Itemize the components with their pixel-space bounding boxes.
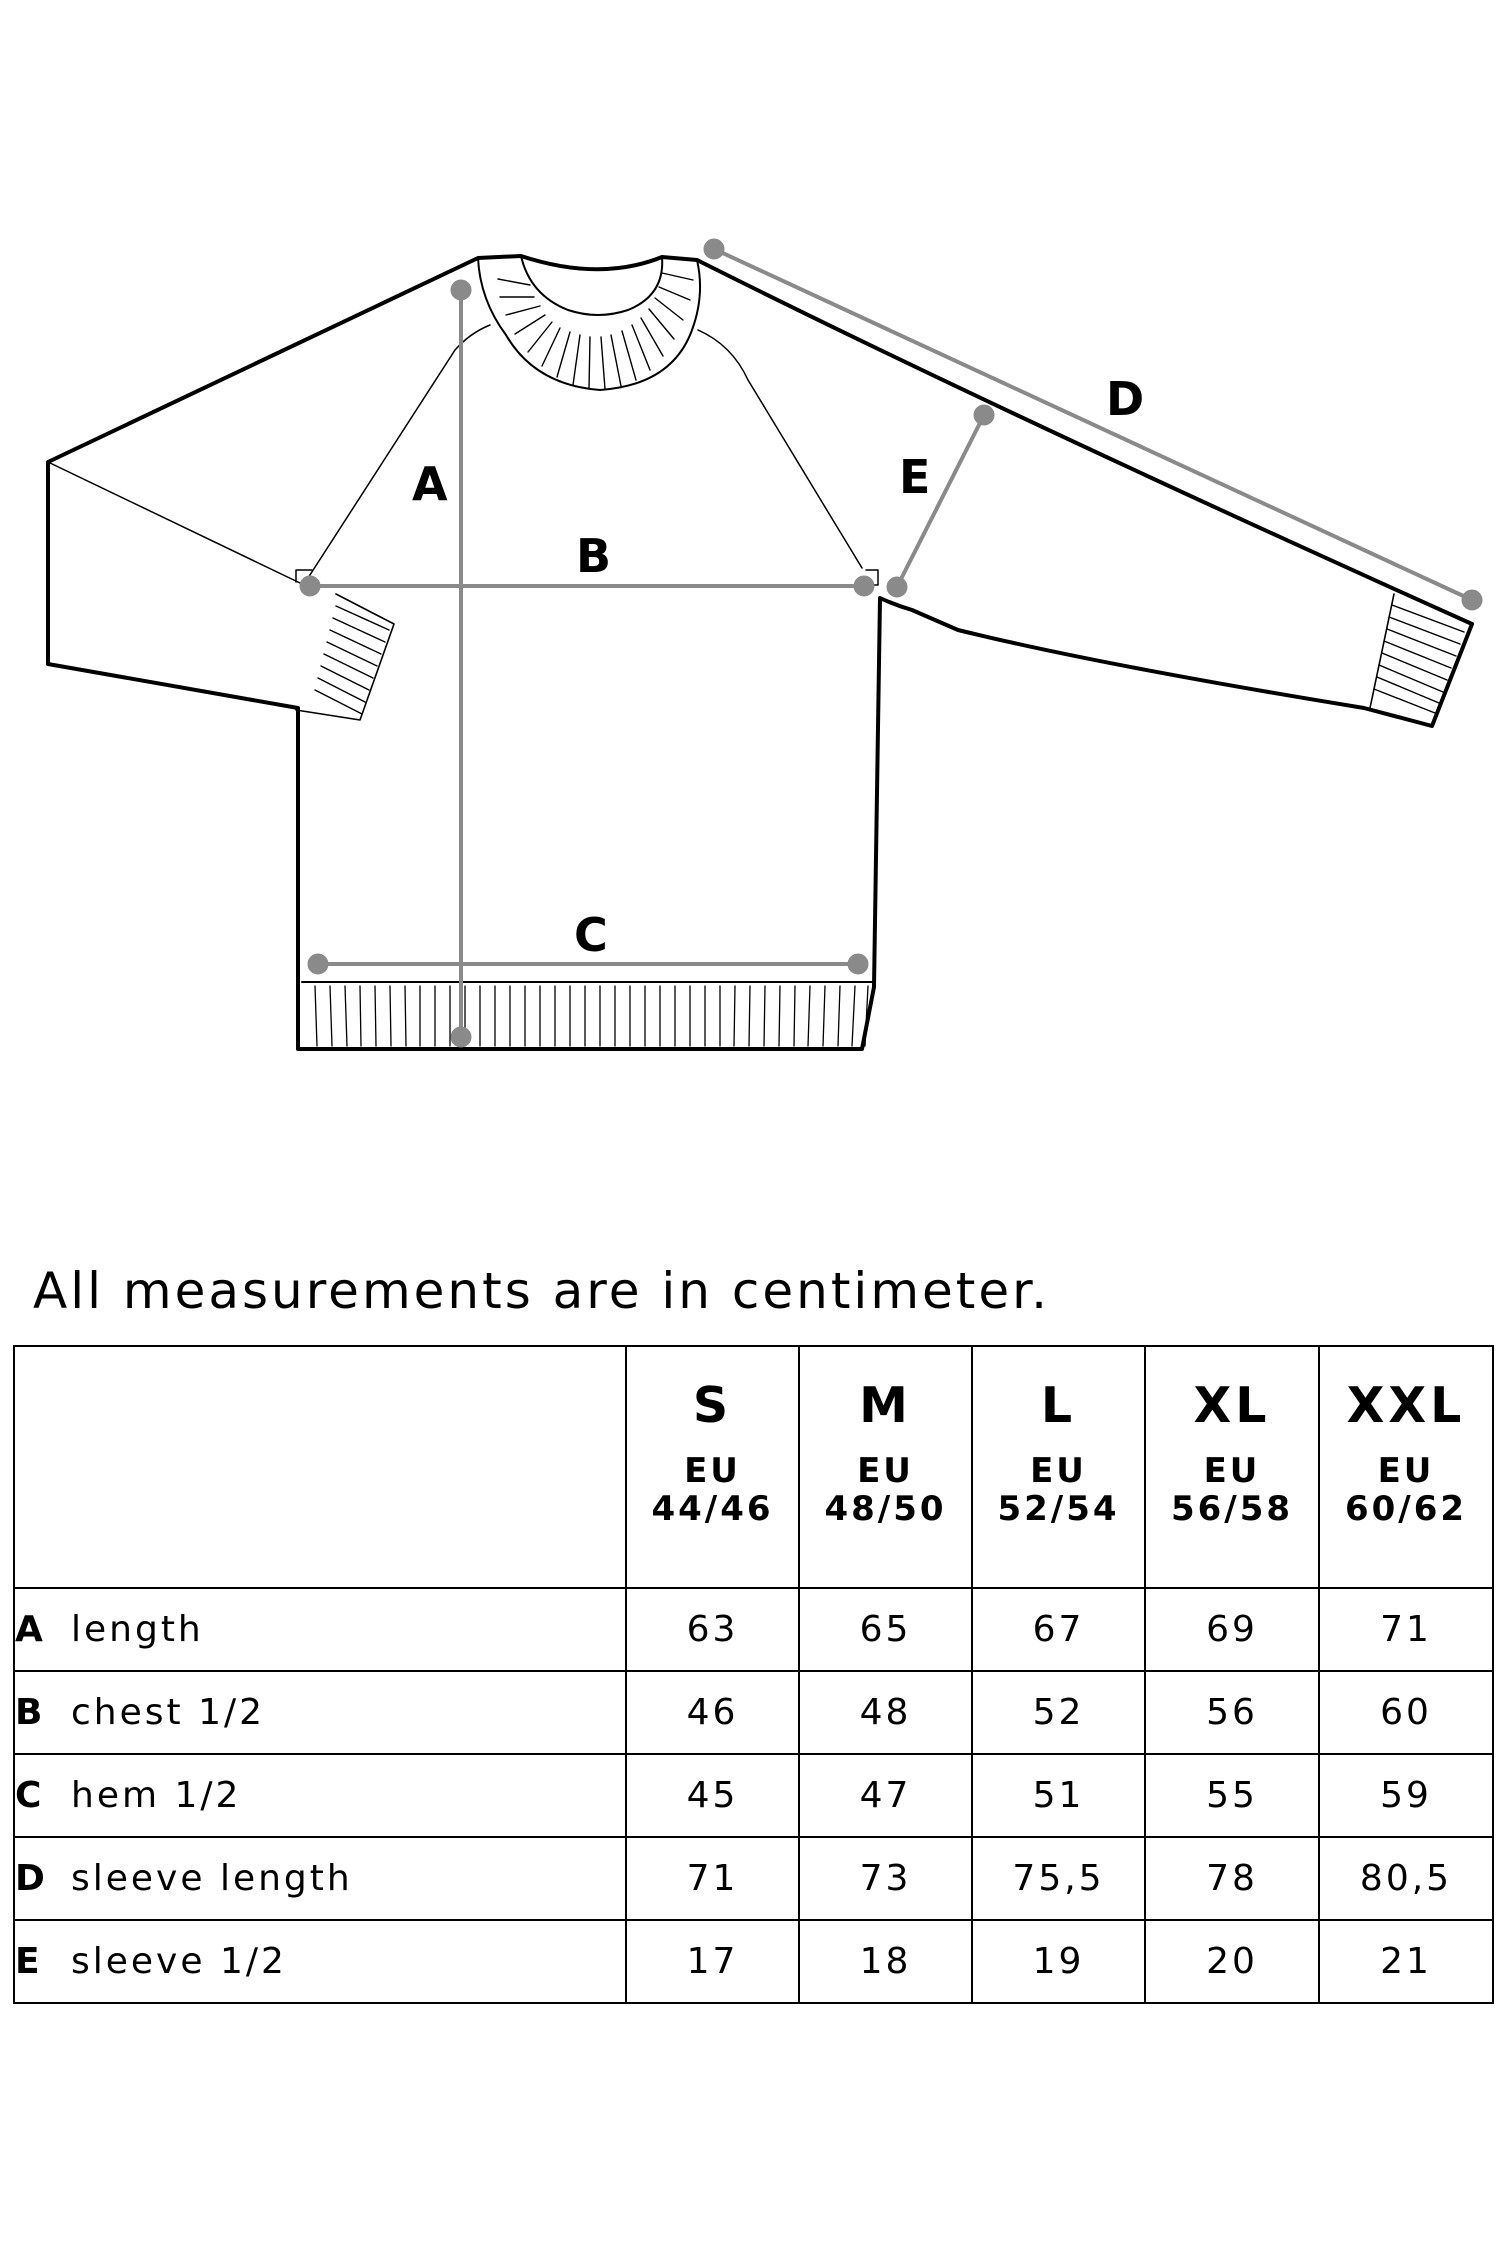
eu-range: 44/46 — [651, 1489, 774, 1529]
raglan-seam-right — [698, 330, 862, 568]
size-label: S — [692, 1377, 733, 1434]
label-c: C — [574, 908, 608, 962]
measurement-name: length — [71, 1609, 204, 1650]
value-cell: 65 — [799, 1588, 972, 1671]
table-row — [14, 1920, 1493, 2003]
measurement-name: hem 1/2 — [71, 1775, 242, 1816]
measurement-code: A — [15, 1609, 46, 1650]
value-cell: 55 — [1145, 1754, 1319, 1837]
value-cell: 19 — [972, 1920, 1145, 2003]
measurement-code: B — [15, 1692, 46, 1733]
size-header-row — [14, 1346, 1493, 1588]
measurement-code: D — [15, 1858, 48, 1899]
measurement-label — [14, 1754, 626, 1837]
neck-rib-lines — [498, 273, 693, 389]
measurement-note: All measurements are in centimeter. — [33, 1262, 1051, 1320]
value-cell: 69 — [1145, 1588, 1319, 1671]
eu-label: EU — [1203, 1451, 1261, 1491]
value-cell: 21 — [1319, 1920, 1493, 2003]
size-label: XL — [1193, 1377, 1271, 1434]
value-cell: 48 — [799, 1671, 972, 1754]
label-d: D — [1106, 372, 1145, 426]
measurement-name: chest 1/2 — [71, 1692, 266, 1733]
value-cell: 46 — [626, 1671, 799, 1754]
value-cell: 52 — [972, 1671, 1145, 1754]
eu-label: EU — [1377, 1451, 1435, 1491]
table-row — [14, 1837, 1493, 1920]
measurement-name: sleeve length — [71, 1858, 353, 1899]
size-header-s — [626, 1346, 799, 1588]
measurement-label — [14, 1671, 626, 1754]
value-cell: 20 — [1145, 1920, 1319, 2003]
value-cell: 47 — [799, 1754, 972, 1837]
measurement-code: E — [15, 1941, 43, 1982]
label-b: B — [576, 529, 612, 583]
eu-range: 56/58 — [1170, 1489, 1294, 1529]
sweater-measurement-diagram — [0, 0, 1500, 1100]
size-label: M — [859, 1377, 912, 1434]
value-cell: 17 — [626, 1920, 799, 2003]
left-sleeve-fold — [48, 462, 300, 583]
measurement-label — [14, 1837, 626, 1920]
value-cell: 73 — [799, 1837, 972, 1920]
value-cell: 60 — [1319, 1671, 1493, 1754]
value-cell: 75,5 — [972, 1837, 1145, 1920]
label-a: A — [412, 457, 448, 511]
eu-label: EU — [857, 1451, 914, 1491]
size-table — [13, 1345, 1494, 2004]
table-row — [14, 1754, 1493, 1837]
sweater-outline — [48, 256, 1472, 1049]
table-row — [14, 1671, 1493, 1754]
size-header-l — [972, 1346, 1145, 1588]
label-e: E — [899, 450, 931, 504]
size-header-xl — [1145, 1346, 1319, 1588]
value-cell: 51 — [972, 1754, 1145, 1837]
eu-label: EU — [684, 1451, 741, 1491]
eu-label: EU — [1030, 1451, 1087, 1491]
size-label: L — [1040, 1377, 1077, 1434]
hem-rib-lines — [315, 986, 868, 1046]
size-label: XXL — [1346, 1377, 1466, 1434]
measurement-name: sleeve 1/2 — [71, 1941, 287, 1982]
eu-range: 52/54 — [997, 1489, 1120, 1529]
value-cell: 78 — [1145, 1837, 1319, 1920]
value-cell: 63 — [626, 1588, 799, 1671]
measure-line-d — [714, 249, 1472, 600]
value-cell: 71 — [626, 1837, 799, 1920]
left-cuff-lines — [315, 606, 389, 714]
value-cell: 80,5 — [1319, 1837, 1493, 1920]
measurement-label — [14, 1588, 626, 1671]
eu-range: 48/50 — [824, 1489, 947, 1529]
value-cell: 45 — [626, 1754, 799, 1837]
table-row — [14, 1588, 1493, 1671]
empty-header-cell — [14, 1346, 626, 1588]
value-cell: 71 — [1319, 1588, 1493, 1671]
size-header-xxl — [1319, 1346, 1493, 1588]
left-cuff — [296, 594, 394, 720]
value-cell: 56 — [1145, 1671, 1319, 1754]
size-header-m — [799, 1346, 972, 1588]
right-cuff — [1370, 594, 1394, 708]
measurement-label — [14, 1920, 626, 2003]
measurement-code: C — [15, 1775, 45, 1816]
value-cell: 18 — [799, 1920, 972, 2003]
value-cell: 67 — [972, 1588, 1145, 1671]
eu-range: 60/62 — [1344, 1489, 1468, 1529]
value-cell: 59 — [1319, 1754, 1493, 1837]
